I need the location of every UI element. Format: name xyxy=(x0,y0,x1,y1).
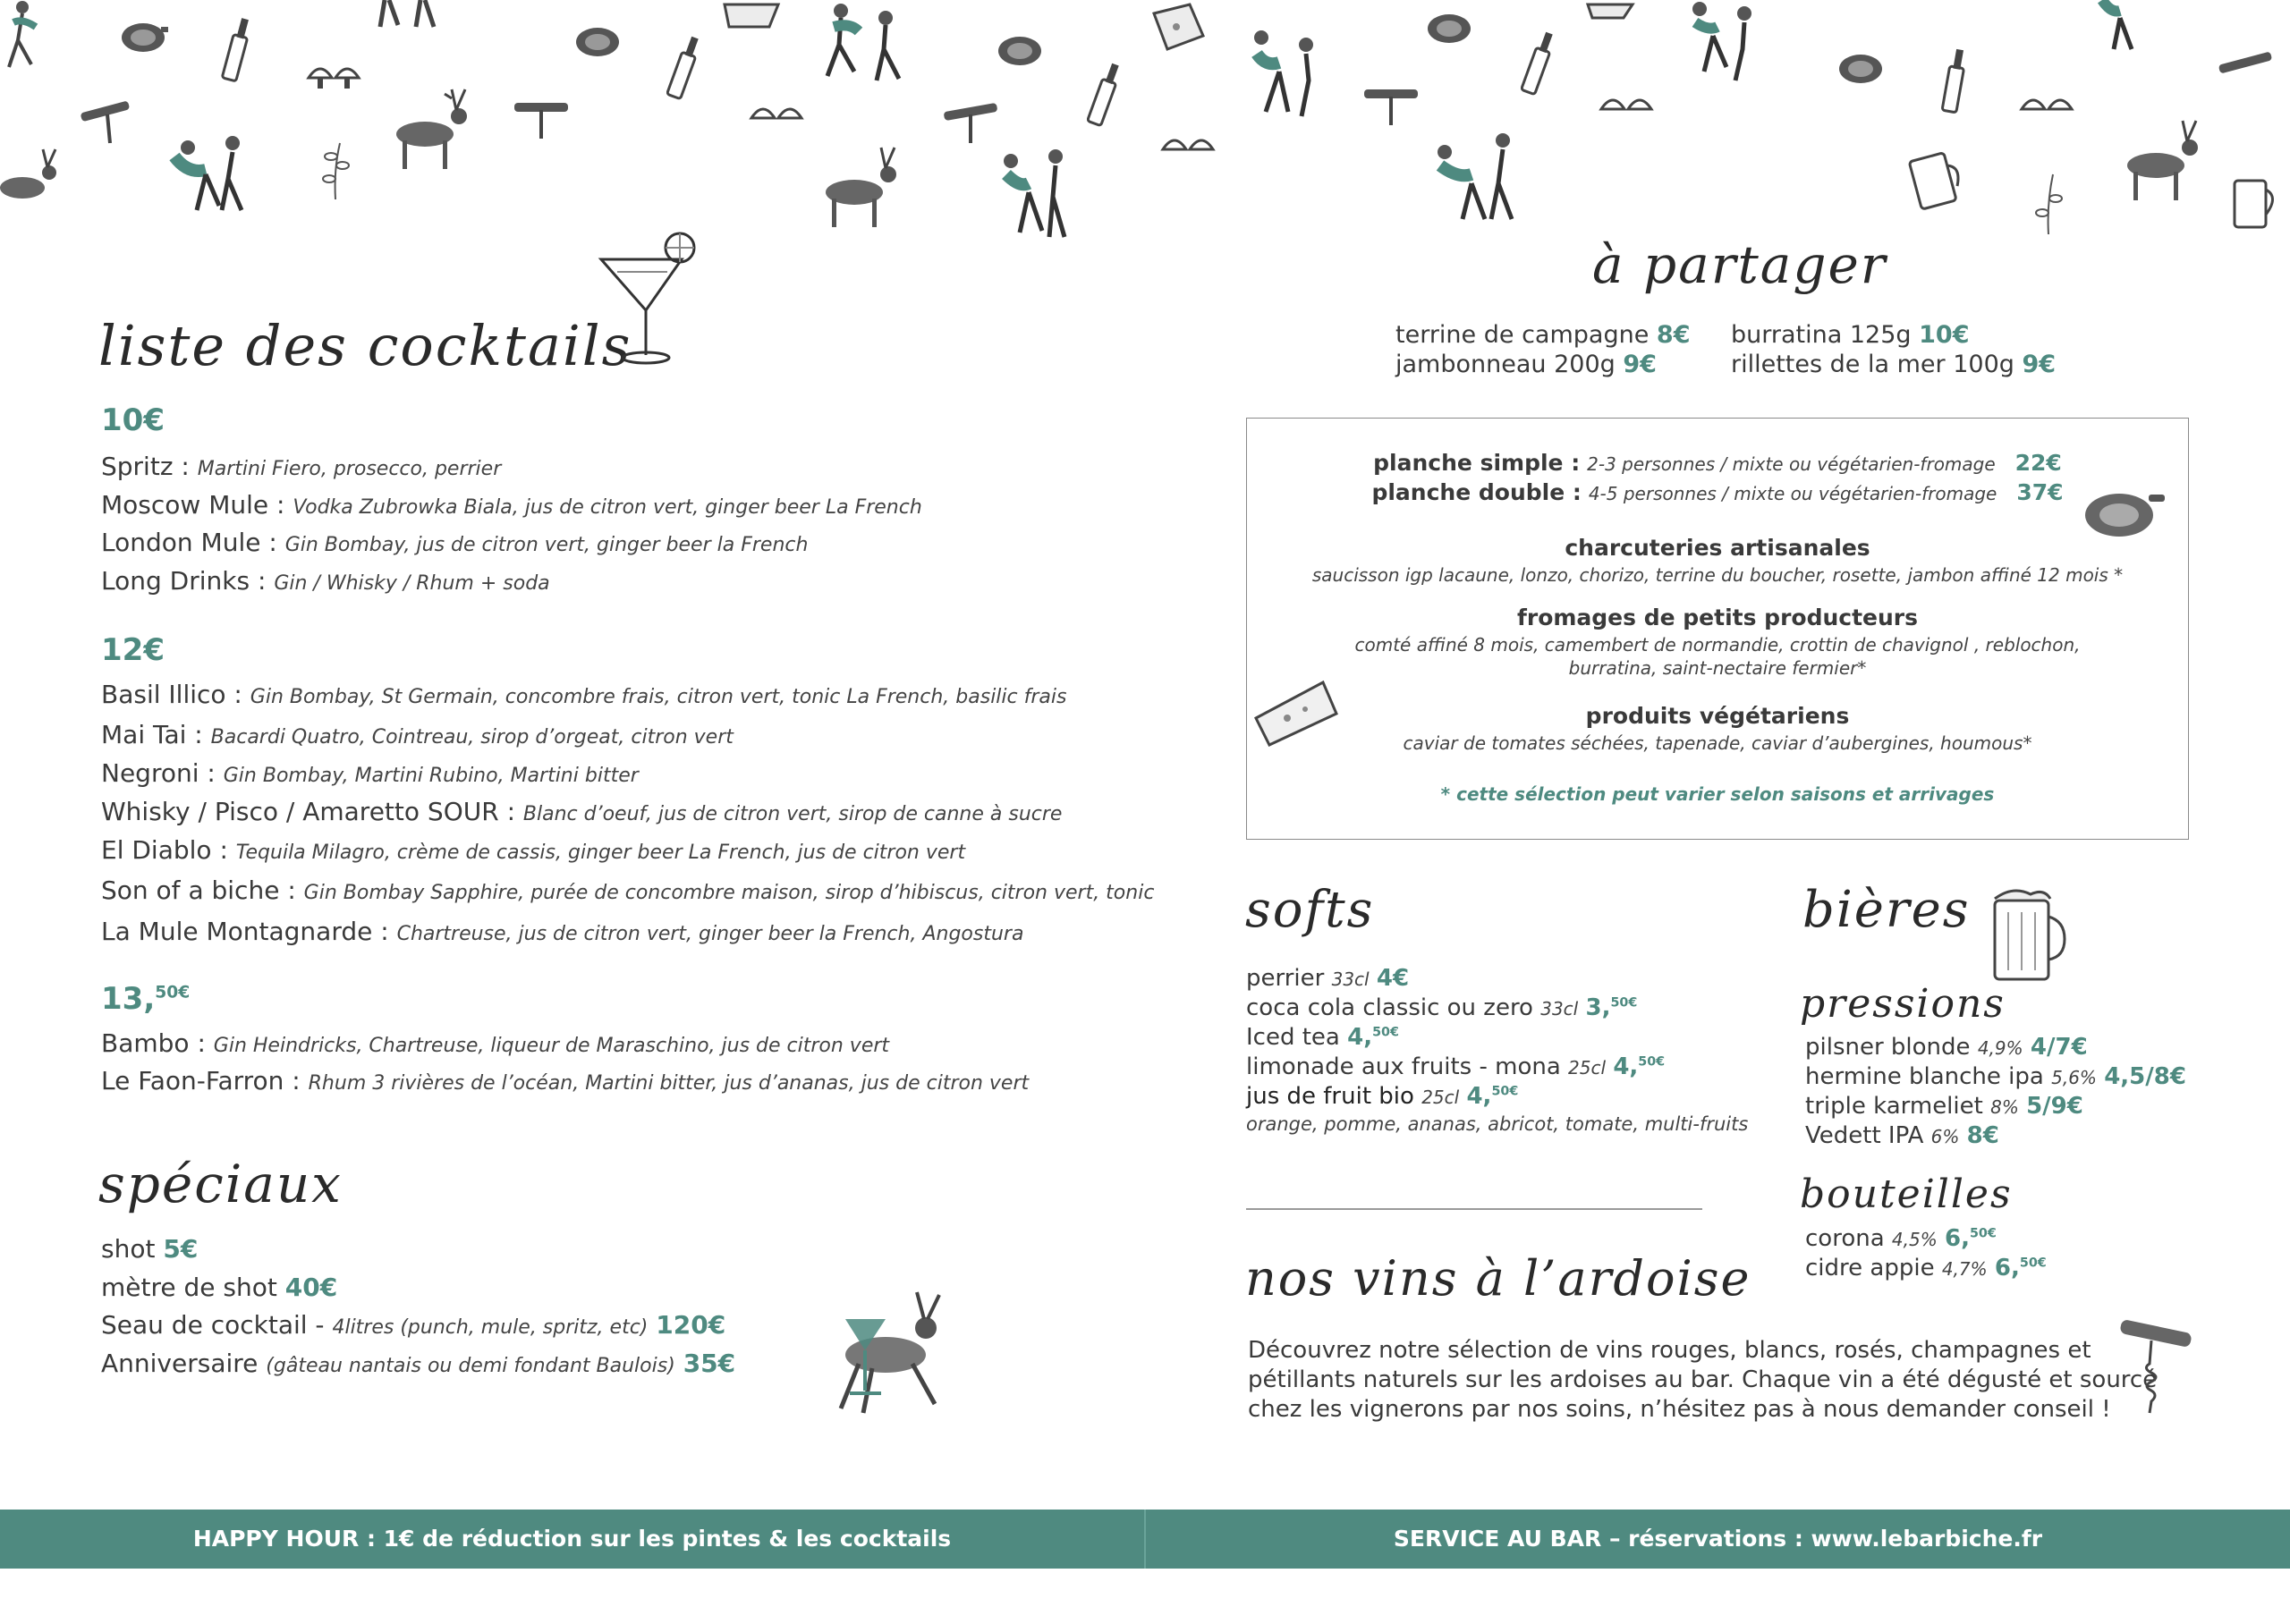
deer-icon xyxy=(0,148,63,219)
tier-price-12: 12€ xyxy=(101,632,165,668)
soft-name: jus de fruit bio xyxy=(1246,1083,1414,1110)
cocktail-name: Whisky / Pisco / Amaretto SOUR : xyxy=(101,797,516,826)
special-name: shot xyxy=(101,1234,156,1264)
corkscrew-icon xyxy=(1360,80,1440,134)
beer-mug-icon xyxy=(1905,143,1968,210)
cheese-icon xyxy=(720,0,783,31)
beer-price: 6, xyxy=(1944,1225,1970,1252)
cocktail-item xyxy=(101,680,1066,709)
vins-line: chez les vignerons par nos soins, n’hésitez pas à nous demander conseil ! xyxy=(1248,1396,2111,1423)
share-price: 8€ xyxy=(1656,321,1691,349)
beer-abv: 6% xyxy=(1930,1126,1960,1147)
soft-name: coca cola classic ou zero xyxy=(1246,994,1533,1021)
cocktail-name: La Mule Montagnarde : xyxy=(101,917,389,946)
beer-price-sup: 50€ xyxy=(2019,1256,2047,1271)
beer-abv: 4,9% xyxy=(1977,1037,2023,1059)
beer-mug-icon xyxy=(1986,881,2066,988)
planche-section xyxy=(1247,605,2188,679)
dancers-icon xyxy=(367,0,447,36)
dancers-icon xyxy=(152,125,259,224)
corkscrew-icon xyxy=(510,94,590,148)
deer-icon xyxy=(380,85,479,174)
share-price: 9€ xyxy=(1623,351,1657,378)
planche-section-title: charcuteries artisanales xyxy=(1565,535,1870,561)
soft-name: perrier xyxy=(1246,965,1325,992)
bieres-title: bières xyxy=(1802,881,1971,939)
pressions-title: pressions xyxy=(1800,981,2006,1027)
beer-item xyxy=(1805,1093,2083,1120)
footer-bar xyxy=(0,1510,2290,1569)
cocktail-name: Le Faon-Farron : xyxy=(101,1066,301,1095)
mushroom-icon xyxy=(2017,89,2080,125)
cocktail-name: Long Drinks : xyxy=(101,566,267,596)
beer-name: cidre appie xyxy=(1805,1255,1935,1281)
cocktail-desc: Bacardi Quatro, Cointreau, sirop d’orgeat, citron vert xyxy=(210,726,734,749)
partager-title: à partager xyxy=(1592,234,1887,295)
beer-price: 5/9€ xyxy=(2026,1093,2083,1120)
planche-simple-name: planche simple : xyxy=(1373,450,1581,476)
special-price: 120€ xyxy=(656,1310,726,1340)
special-price: 5€ xyxy=(163,1234,199,1264)
beer-price: 4/7€ xyxy=(2030,1034,2088,1061)
cocktail-item xyxy=(101,528,808,557)
share-name: jambonneau 200g xyxy=(1395,351,1616,378)
ham-icon xyxy=(1834,49,1887,89)
soft-price-sup: 50€ xyxy=(1638,1054,1666,1070)
beer-item xyxy=(1805,1122,1999,1149)
cocktail-name: Bambo : xyxy=(101,1028,206,1058)
beer-price: 8€ xyxy=(1966,1122,1999,1149)
special-item xyxy=(101,1310,725,1340)
dancers-icon xyxy=(988,143,1078,250)
beer-name: pilsner blonde xyxy=(1805,1034,1971,1061)
cocktail-name: Spritz : xyxy=(101,452,190,481)
vins-line: Découvrez notre sélection de vins rouges, blancs, rosés, champagnes et xyxy=(1248,1337,2091,1364)
share-item xyxy=(1731,351,2056,378)
soft-item xyxy=(1246,1024,1399,1051)
cocktail-desc: Gin / Whisky / Rhum + soda xyxy=(274,572,550,595)
planche-section-line: burratina, saint-nectaire fermier* xyxy=(1568,657,1867,679)
ham-icon xyxy=(571,22,624,63)
leaf-icon xyxy=(318,139,353,201)
soft-name: Iced tea xyxy=(1246,1024,1340,1051)
cocktail-desc: Gin Bombay Sapphire, purée de concombre maison, sirop d’hibiscus, citron vert, tonic xyxy=(303,882,1155,904)
planche-section-line: comté affiné 8 mois, camembert de normandie, crottin de chavignol , reblochon, xyxy=(1354,634,2081,656)
planche-double-desc: 4-5 personnes / mixte ou végétarien-fromage xyxy=(1588,483,1997,504)
bottle-icon xyxy=(666,31,702,103)
cocktail-item xyxy=(101,452,501,481)
beer-item xyxy=(1805,1034,2088,1061)
soft-vol: 25cl xyxy=(1421,1087,1460,1108)
corkscrew-icon xyxy=(2214,49,2286,103)
softs-title: softs xyxy=(1245,881,1375,939)
ham-icon xyxy=(116,18,170,58)
planche-section-line: saucisson igp lacaune, lonzo, chorizo, terrine du boucher, rosette, jambon affiné 12 mois * xyxy=(1311,564,2124,586)
cocktail-desc: Rhum 3 rivières de l’océan, Martini bitter, jus d’ananas, jus de citron vert xyxy=(308,1072,1030,1095)
share-price: 10€ xyxy=(1919,321,1970,349)
share-item xyxy=(1395,351,1657,378)
cocktail-name: Negroni : xyxy=(101,758,216,788)
planche-simple-line xyxy=(1247,450,2188,476)
cocktail-item xyxy=(101,566,550,596)
share-item xyxy=(1731,321,1970,349)
cocktails-title: liste des cocktails xyxy=(98,313,632,378)
cheese-icon xyxy=(1251,678,1341,749)
cocktail-name: London Mule : xyxy=(101,528,277,557)
beer-mug-icon xyxy=(2227,170,2281,233)
soft-price-sup: 50€ xyxy=(1372,1025,1399,1040)
soft-price-sup: 50€ xyxy=(1610,995,1638,1011)
cocktail-item xyxy=(101,835,965,865)
cocktail-name: Son of a biche : xyxy=(101,875,296,905)
cocktail-item xyxy=(101,875,1154,905)
beer-name: corona xyxy=(1805,1225,1885,1252)
mushroom-icon xyxy=(304,58,367,94)
planche-double-line xyxy=(1247,479,2188,505)
beer-price-sup: 50€ xyxy=(1969,1226,1997,1241)
cocktail-item xyxy=(101,720,734,749)
special-item xyxy=(101,1234,198,1264)
cheese-icon xyxy=(1583,0,1637,22)
planche-simple-price: 22€ xyxy=(2014,450,2062,476)
dancers-icon xyxy=(1239,27,1337,125)
cocktail-item xyxy=(101,490,922,520)
bottle-icon xyxy=(1087,58,1123,130)
leaf-icon xyxy=(2031,170,2066,237)
planche-section xyxy=(1247,535,2188,586)
planches-box xyxy=(1246,418,2189,840)
happy-hour-text: HAPPY HOUR : 1€ de réduction sur les pintes & les cocktails xyxy=(192,1526,952,1552)
beer-price: 4,5/8€ xyxy=(2104,1063,2186,1090)
soft-item xyxy=(1246,1083,1518,1110)
planche-section xyxy=(1247,703,2188,754)
soft-vol: 33cl xyxy=(1331,968,1370,990)
bouteilles-title: bouteilles xyxy=(1800,1171,2013,1217)
beer-name: triple karmeliet xyxy=(1805,1093,1983,1120)
cocktail-name: Basil Illico : xyxy=(101,680,242,709)
cocktail-desc: Vodka Zubrowka Biala, jus de citron vert, ginger beer La French xyxy=(293,496,922,519)
cocktail-item xyxy=(101,1066,1029,1095)
special-name: Anniversaire xyxy=(101,1349,259,1378)
special-detail: (gâteau nantais ou demi fondant Baulois) xyxy=(266,1355,675,1377)
soft-price-sup: 50€ xyxy=(1491,1084,1519,1099)
beer-name: Vedett IPA xyxy=(1805,1122,1924,1149)
special-price: 40€ xyxy=(284,1273,338,1302)
share-name: terrine de campagne xyxy=(1395,321,1650,349)
tier-price-sup: 50€ xyxy=(155,983,191,1002)
ham-icon xyxy=(2079,481,2168,544)
soft-price: 4, xyxy=(1347,1024,1373,1051)
soft-price: 4, xyxy=(1613,1053,1639,1080)
planche-note: * cette sélection peut varier selon saisons et arrivages xyxy=(1440,783,1995,805)
deer-cocktail-icon xyxy=(810,1288,962,1422)
cocktail-item xyxy=(101,758,639,788)
ham-icon xyxy=(993,31,1047,72)
corkscrew-icon xyxy=(76,98,157,152)
cocktail-desc: Chartreuse, jus de citron vert, ginger beer la French, Angostura xyxy=(396,923,1024,945)
cocktail-item xyxy=(101,1028,889,1058)
tier-price-13-50 xyxy=(101,981,190,1017)
tier-price-main: 13, xyxy=(101,981,156,1017)
dancers-icon xyxy=(0,0,45,72)
corkscrew-icon xyxy=(2116,1319,2201,1417)
soft-item xyxy=(1246,994,1637,1021)
vins-line: pétillants naturels sur les ardoises au bar. Chaque vin a été dégusté et sourcé xyxy=(1248,1366,2158,1393)
cocktail-glass-icon xyxy=(590,225,702,368)
cocktail-name: Mai Tai : xyxy=(101,720,203,749)
planche-double-price: 37€ xyxy=(2016,479,2064,505)
soft-vol: 33cl xyxy=(1540,998,1579,1019)
share-name: rillettes de la mer 100g xyxy=(1731,351,2014,378)
deer-icon xyxy=(810,143,908,233)
cocktail-desc: Gin Bombay, St Germain, concombre frais, citron vert, tonic La French, basilic frais xyxy=(250,686,1067,708)
bottle-icon xyxy=(1937,45,1972,116)
planche-double-name: planche double : xyxy=(1371,479,1582,505)
cocktail-desc: Gin Heindricks, Chartreuse, liqueur de Maraschino, jus de citron vert xyxy=(213,1035,890,1057)
cocktail-item xyxy=(101,797,1062,826)
special-detail: 4litres (punch, mule, spritz, etc) xyxy=(332,1316,649,1339)
beer-abv: 8% xyxy=(1990,1096,2019,1118)
beer-abv: 4,7% xyxy=(1941,1258,1988,1280)
mushroom-icon xyxy=(1158,130,1221,165)
dancers-icon xyxy=(814,0,921,89)
planche-section-title: produits végétariens xyxy=(1585,703,1850,729)
divider-line xyxy=(1246,1208,1702,1210)
share-item xyxy=(1395,321,1690,349)
soft-price: 4, xyxy=(1466,1083,1492,1110)
juice-note: orange, pomme, ananas, abricot, tomate, multi-fruits xyxy=(1246,1113,1749,1135)
soft-item xyxy=(1246,965,1409,992)
vins-title: nos vins à l’ardoise xyxy=(1245,1250,1751,1307)
beer-abv: 5,6% xyxy=(2051,1067,2097,1088)
cocktail-desc: Blanc d’oeuf, jus de citron vert, sirop de canne à sucre xyxy=(522,803,1063,825)
cheese-icon xyxy=(1149,0,1208,54)
special-item xyxy=(101,1349,735,1378)
vins-text xyxy=(1248,1336,2157,1425)
dancers-icon xyxy=(1673,0,1771,89)
share-name: burratina 125g xyxy=(1731,321,1912,349)
mushroom-icon xyxy=(747,98,810,134)
soft-price: 3, xyxy=(1585,994,1611,1021)
planche-section-title: fromages de petits producteurs xyxy=(1516,605,1919,630)
planche-simple-desc: 2-3 personnes / mixte ou végétarien-fromage xyxy=(1587,453,1996,475)
dancers-icon xyxy=(1427,130,1525,228)
ham-icon xyxy=(1422,9,1476,49)
special-item xyxy=(101,1273,337,1302)
special-name: Seau de cocktail - xyxy=(101,1310,325,1340)
soft-price: 4€ xyxy=(1376,965,1410,992)
beer-abv: 4,5% xyxy=(1891,1229,1938,1250)
beer-name: hermine blanche ipa xyxy=(1805,1063,2044,1090)
cocktail-desc: Tequila Milagro, crème de cassis, ginger beer La French, jus de citron vert xyxy=(235,842,966,864)
mushroom-icon xyxy=(1597,89,1659,125)
bottle-beer-item xyxy=(1805,1225,1997,1252)
planche-section-line: caviar de tomates séchées, tapenade, caviar d’aubergines, houmous* xyxy=(1403,732,2032,754)
beer-item xyxy=(1805,1063,2186,1090)
soft-name: limonade aux fruits - mona xyxy=(1246,1053,1561,1080)
service-bar-text: SERVICE AU BAR – réservations : www.lebarbiche.fr xyxy=(1393,1526,2043,1552)
soft-item xyxy=(1246,1053,1665,1080)
cocktail-name: Moscow Mule : xyxy=(101,490,285,520)
beer-price: 6, xyxy=(1994,1255,2020,1281)
speciaux-title: spéciaux xyxy=(98,1154,343,1214)
cocktail-item xyxy=(101,917,1023,946)
special-name: mètre de shot xyxy=(101,1273,277,1302)
bottle-beer-item xyxy=(1805,1255,2047,1281)
cocktail-desc: Gin Bombay, Martini Rubino, Martini bitter xyxy=(223,765,639,787)
dancers-icon xyxy=(2080,0,2160,63)
bottle-icon xyxy=(1521,27,1556,98)
cocktail-desc: Martini Fiero, prosecco, perrier xyxy=(197,458,502,480)
share-price: 9€ xyxy=(2022,351,2057,378)
cocktail-name: El Diablo : xyxy=(101,835,228,865)
soft-vol: 25cl xyxy=(1568,1057,1607,1078)
tier-price-10: 10€ xyxy=(101,402,165,438)
bottle-icon xyxy=(219,13,255,85)
special-price: 35€ xyxy=(683,1349,736,1378)
deer-icon xyxy=(2111,116,2209,206)
cocktail-desc: Gin Bombay, jus de citron vert, ginger beer la French xyxy=(284,534,809,556)
